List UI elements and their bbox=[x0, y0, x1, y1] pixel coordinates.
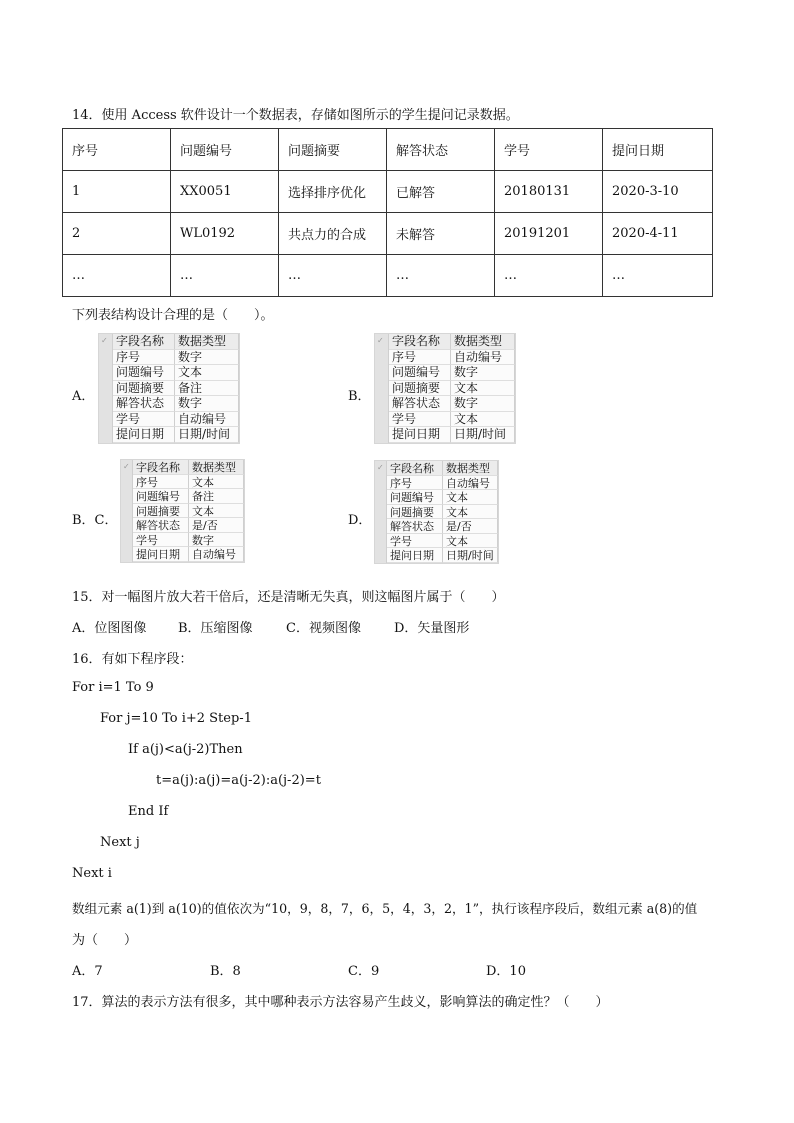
q16-stem: 16．有如下程序段： bbox=[72, 652, 193, 667]
data-type: 自动编号 bbox=[451, 350, 515, 366]
check-icon: ✓ bbox=[99, 334, 113, 350]
field-name: 问题编号 bbox=[387, 490, 443, 505]
data-type: 文本 bbox=[443, 505, 498, 520]
field-name: 提问日期 bbox=[389, 427, 451, 443]
field-name: 学号 bbox=[133, 533, 189, 548]
field-name: 解答状态 bbox=[113, 396, 175, 412]
table-header-cell: 问题摘要 bbox=[279, 129, 387, 171]
code-line: End If bbox=[128, 804, 169, 819]
field-name: 提问日期 bbox=[133, 547, 189, 562]
data-type-header: 数据类型 bbox=[189, 460, 244, 475]
data-type: 日期/时间 bbox=[451, 427, 515, 443]
data-type: 文本 bbox=[175, 365, 239, 381]
data-type: 自动编号 bbox=[189, 547, 244, 562]
table-cell: 已解答 bbox=[387, 171, 495, 213]
option-a-label[interactable]: A． bbox=[72, 389, 95, 404]
table-header-cell: 解答状态 bbox=[387, 129, 495, 171]
code-line: For i=1 To 9 bbox=[72, 680, 154, 695]
q15-option-b[interactable]: B．压缩图像 bbox=[178, 621, 253, 636]
data-type: 自动编号 bbox=[175, 412, 239, 428]
option-c-label[interactable]: B．C． bbox=[72, 513, 118, 528]
field-name: 提问日期 bbox=[387, 548, 443, 563]
q15-option-d[interactable]: D．矢量图形 bbox=[394, 621, 470, 636]
field-name: 问题摘要 bbox=[133, 504, 189, 519]
field-name: 序号 bbox=[389, 350, 451, 366]
field-name: 问题摘要 bbox=[389, 381, 451, 397]
q16-description-cont: 为（ ） bbox=[72, 933, 138, 948]
field-name: 问题编号 bbox=[389, 365, 451, 381]
code-line: t=a(j):a(j)=a(j-2):a(j-2)=t bbox=[156, 773, 321, 788]
option-b-structure-table bbox=[374, 333, 516, 444]
data-type-header: 数据类型 bbox=[451, 334, 515, 350]
option-d-label[interactable]: D． bbox=[348, 513, 372, 528]
data-type: 数字 bbox=[175, 350, 239, 366]
table-cell: 1 bbox=[63, 171, 171, 213]
option-a-structure-table bbox=[98, 333, 240, 444]
table-cell: … bbox=[603, 255, 713, 297]
field-name: 学号 bbox=[113, 412, 175, 428]
field-name: 解答状态 bbox=[387, 519, 443, 534]
option-c-structure-table bbox=[120, 459, 245, 563]
q14-stem: 14．使用 Access 软件设计一个数据表，存储如图所示的学生提问记录数据。 bbox=[72, 108, 519, 123]
table-header-row bbox=[63, 129, 713, 171]
table-header-cell: 学号 bbox=[495, 129, 603, 171]
q16-option-a[interactable]: A．7 bbox=[72, 964, 103, 979]
table-header-cell: 序号 bbox=[63, 129, 171, 171]
data-type: 是/否 bbox=[189, 518, 244, 533]
table-cell: XX0051 bbox=[171, 171, 279, 213]
code-line: For j=10 To i+2 Step-1 bbox=[100, 711, 252, 726]
data-type: 自动编号 bbox=[443, 476, 498, 491]
data-type: 是/否 bbox=[443, 519, 498, 534]
table-cell: 2 bbox=[63, 213, 171, 255]
check-icon: ✓ bbox=[375, 334, 389, 350]
code-line: Next i bbox=[72, 866, 112, 881]
data-type: 数字 bbox=[189, 533, 244, 548]
field-name: 问题摘要 bbox=[387, 505, 443, 520]
q16-description: 数组元素 a(1)到 a(10)的值依次为“10，9，8，7，6，5，4，3，2，1”，执行该程序段后，数组元素 a(8)的值 bbox=[72, 901, 698, 916]
data-type: 备注 bbox=[175, 381, 239, 397]
table-header-cell: 问题编号 bbox=[171, 129, 279, 171]
q16-option-d[interactable]: D．10 bbox=[486, 964, 526, 979]
table-cell: … bbox=[387, 255, 495, 297]
option-d-structure-table bbox=[374, 460, 499, 564]
check-icon: ✓ bbox=[121, 460, 133, 475]
data-type: 数字 bbox=[451, 396, 515, 412]
data-type: 数字 bbox=[451, 365, 515, 381]
data-type: 日期/时间 bbox=[175, 427, 239, 443]
field-name: 学号 bbox=[389, 412, 451, 428]
q14-prompt: 下列表结构设计合理的是（ ）。 bbox=[72, 308, 274, 323]
q16-option-b[interactable]: B．8 bbox=[210, 964, 241, 979]
data-type-header: 数据类型 bbox=[443, 461, 498, 476]
data-type: 文本 bbox=[451, 381, 515, 397]
field-name: 学号 bbox=[387, 534, 443, 549]
table-cell: 共点力的合成 bbox=[279, 213, 387, 255]
field-name: 提问日期 bbox=[113, 427, 175, 443]
check-icon: ✓ bbox=[375, 461, 387, 476]
data-type: 文本 bbox=[443, 534, 498, 549]
field-name: 问题摘要 bbox=[113, 381, 175, 397]
option-b-label[interactable]: B． bbox=[348, 389, 371, 404]
table-row bbox=[63, 213, 713, 255]
q15-option-a[interactable]: A．位图图像 bbox=[72, 621, 147, 636]
table-cell: … bbox=[495, 255, 603, 297]
code-line: If a(j)<a(j-2)Then bbox=[128, 742, 243, 757]
table-header-cell: 提问日期 bbox=[603, 129, 713, 171]
data-type: 数字 bbox=[175, 396, 239, 412]
table-cell: 20180131 bbox=[495, 171, 603, 213]
table-row bbox=[63, 171, 713, 213]
table-row bbox=[63, 255, 713, 297]
field-name: 问题编号 bbox=[113, 365, 175, 381]
q17-stem: 17．算法的表示方法有很多，其中哪种表示方法容易产生歧义，影响算法的确定性？（ ） bbox=[72, 995, 609, 1010]
field-name: 解答状态 bbox=[389, 396, 451, 412]
data-type: 日期/时间 bbox=[443, 548, 498, 563]
data-type-header: 数据类型 bbox=[175, 334, 239, 350]
table-cell: 20191201 bbox=[495, 213, 603, 255]
table-cell: 选择排序优化 bbox=[279, 171, 387, 213]
data-type: 文本 bbox=[443, 490, 498, 505]
table-cell: 未解答 bbox=[387, 213, 495, 255]
q15-option-c[interactable]: C．视频图像 bbox=[286, 621, 361, 636]
field-name: 问题编号 bbox=[133, 489, 189, 504]
data-type: 文本 bbox=[189, 504, 244, 519]
field-name-header: 字段名称 bbox=[133, 460, 189, 475]
table-cell: 2020-3-10 bbox=[603, 171, 713, 213]
field-name-header: 字段名称 bbox=[387, 461, 443, 476]
data-type: 备注 bbox=[189, 489, 244, 504]
table-cell: 2020-4-11 bbox=[603, 213, 713, 255]
field-name: 序号 bbox=[113, 350, 175, 366]
data-type: 文本 bbox=[189, 475, 244, 490]
field-name: 解答状态 bbox=[133, 518, 189, 533]
table-cell: … bbox=[171, 255, 279, 297]
table-cell: … bbox=[63, 255, 171, 297]
field-name: 序号 bbox=[133, 475, 189, 490]
code-line: Next j bbox=[100, 835, 140, 850]
field-name-header: 字段名称 bbox=[113, 334, 175, 350]
table-cell: … bbox=[279, 255, 387, 297]
q15-stem: 15．对一幅图片放大若干倍后，还是清晰无失真，则这幅图片属于（ ） bbox=[72, 590, 505, 605]
table-cell: WL0192 bbox=[171, 213, 279, 255]
data-type: 文本 bbox=[451, 412, 515, 428]
student-question-records-table bbox=[62, 128, 713, 297]
q16-option-c[interactable]: C．9 bbox=[348, 964, 380, 979]
field-name-header: 字段名称 bbox=[389, 334, 451, 350]
field-name: 序号 bbox=[387, 476, 443, 491]
